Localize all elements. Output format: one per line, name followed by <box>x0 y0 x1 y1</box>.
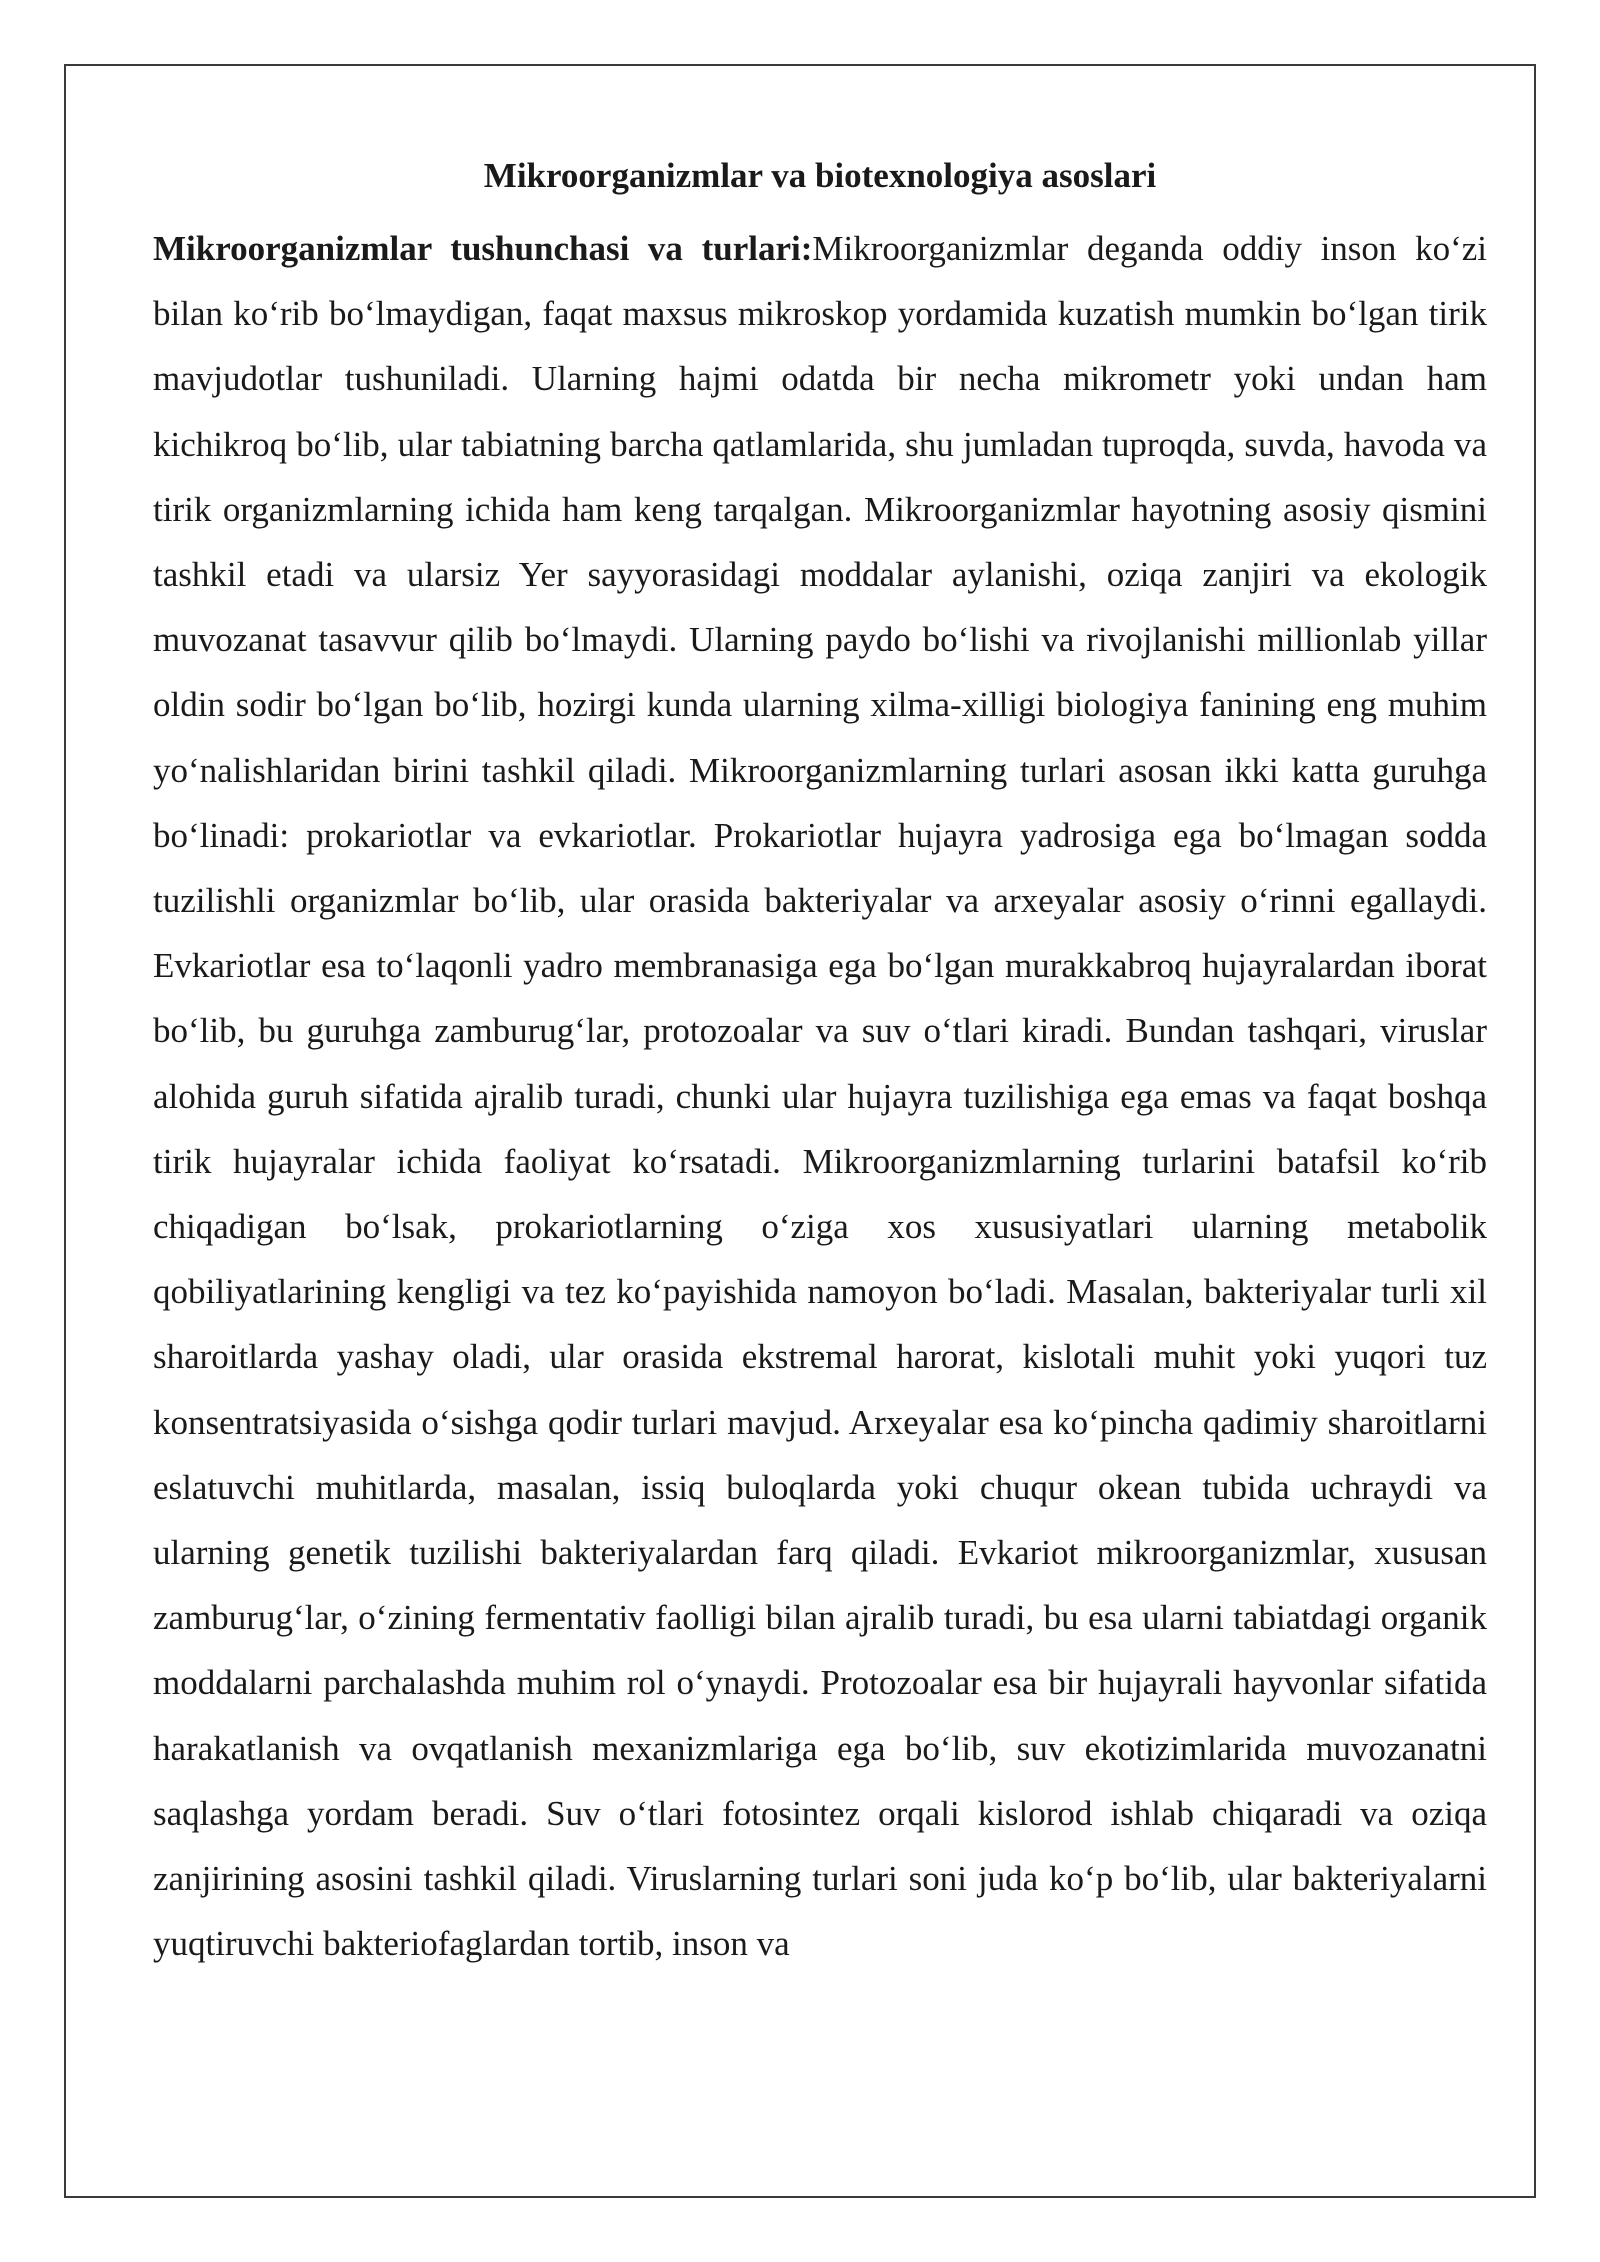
paragraph-text: Mikroorganizmlar deganda oddiy inson koʻzi bilan koʻrib boʻlmaydigan, faqat maxsus mikroskop yordamida kuzatish mumkin boʻlgan tirik mavjudotlar tushuniladi. Ularning hajmi odatda bir necha mikrometr yoki undan ham kichikroq boʻlib, ular tabiatning barcha qatlamlarida, shu jumladan tuproqda, suvda, havoda va tirik organizmlarning ichida ham keng tarqalgan. Mikroorganizmlar hayotning asosiy qismini tashkil etadi va ularsiz Yer sayyorasidagi moddalar aylanishi, oziqa zanjiri va ekologik muvozanat tasavvur qilib boʻlmaydi. Ularning paydo boʻlishi va rivojlanishi millionlab yillar oldin sodir boʻlgan boʻlib, hozirgi kunda ularning xilma-xilligi biologiya fanining eng muhim yoʻnalishlaridan birini tashkil qiladi. Mikroorganizmlarning turlari asosan ikki katta guruhga boʻlinadi: prokariotlar va evkariotlar. Prokariotlar hujayra yadrosiga ega boʻlmagan sodda tuzilishli organizmlar boʻlib, ular orasida bakteriyalar va arxeyalar asosiy oʻrinni egallaydi. Evkariotlar esa toʻlaqonli yadro membranasiga ega boʻlgan murakkabroq hujayralardan iborat boʻlib, bu guruhga zamburugʻlar, protozoalar va suv oʻtlari kiradi. Bundan tashqari, viruslar alohida guruh sifatida ajralib turadi, chunki ular hujayra tuzilishiga ega emas va faqat boshqa tirik hujayralar ichida faoliyat koʻrsatadi. Mikroorganizmlarning turlarini batafsil koʻrib chiqadigan boʻlsak, prokariotlarning oʻziga xos xususiyatlari ularning metabolik qobiliyatlarining kengligi va tez koʻpayishida namoyon boʻladi. Masalan, bakteriyalar turli xil sharoitlarda yashay oladi, ular orasida ekstremal harorat, kislotali muhit yoki yuqori tuz konsentratsiyasida oʻsishga qodir turlari mavjud. Arxeyalar esa koʻpincha qadimiy sharoitlarni eslatuvchi muhitlarda, masalan, issiq buloqlarda yoki chuqur okean tubida uchraydi va ularning genetik tuzilishi bakteriyalardan farq qiladi. Evkariot mikroorganizmlar, xususan zamburugʻlar, oʻzining fermentativ faolligi bilan ajralib turadi, bu esa ularni tabiatdagi organik moddalarni parchalashda muhim rol oʻynaydi. Protozoalar esa bir hujayrali hayvonlar sifatida harakatlanish va ovqatlanish mexanizmlariga ega boʻlib, suv ekotizimlarida muvozanatni saqlashga yordam beradi. Suv oʻtlari fotosintez orqali kislorod ishlab chiqaradi va oziqa zanjirining asosini tashkil qiladi. Viruslarning turlari soni juda koʻp boʻlib, ular bakteriyalarni yuqtiruvchi bakteriofaglardan tortib, inson va <box>153 229 1487 1964</box>
paragraph-lead-heading: Mikroorganizmlar tushunchasi va turlari: <box>153 229 813 268</box>
body-paragraph <box>153 216 1487 1976</box>
document-title: Mikroorganizmlar va biotexnologiya asoslari <box>483 156 1157 195</box>
document-content <box>153 150 1487 1976</box>
